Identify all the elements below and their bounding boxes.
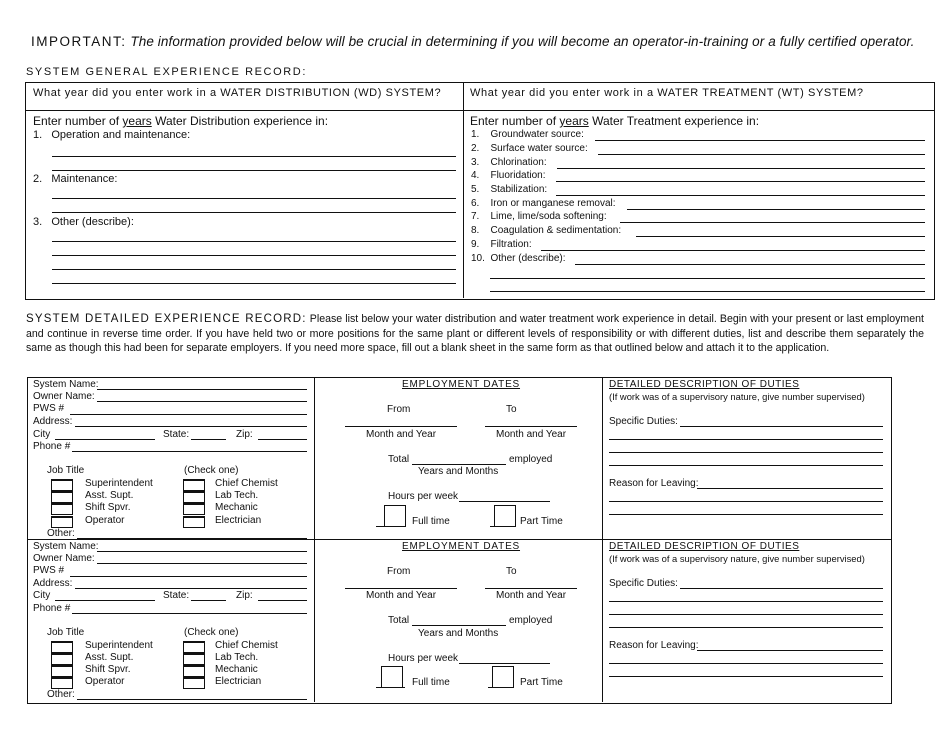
pws-label: PWS # [33, 565, 65, 576]
wt-line[interactable] [490, 291, 925, 292]
reason-line[interactable] [697, 650, 883, 651]
wt-enter-heading: Enter number of years Water Treatment experience in: [470, 114, 760, 128]
mechanic-checkbox[interactable] [183, 665, 205, 677]
wt-line[interactable] [541, 250, 925, 251]
total-line[interactable] [412, 625, 506, 626]
job-chief-chemist: Chief Chemist [215, 640, 278, 651]
job-mechanic: Mechanic [215, 502, 258, 513]
address-line[interactable] [75, 588, 307, 589]
wd-line[interactable] [52, 170, 456, 171]
system-name-line[interactable] [97, 389, 307, 390]
hours-label: Hours per week [388, 491, 459, 502]
wt-line[interactable] [620, 222, 925, 223]
specific-duties-line[interactable] [609, 465, 883, 466]
reason-label: Reason for Leaving: [609, 478, 699, 489]
electrician-checkbox[interactable] [183, 516, 205, 528]
wt-line[interactable] [595, 140, 925, 141]
superintendent-checkbox[interactable] [51, 479, 73, 491]
specific-duties-line[interactable] [680, 426, 883, 427]
total-line[interactable] [412, 464, 506, 465]
to-date-line[interactable] [485, 426, 577, 427]
job-chief-chemist: Chief Chemist [215, 478, 278, 489]
wd-line[interactable] [52, 255, 456, 256]
other-label: Other: [47, 689, 75, 700]
wd-line[interactable] [52, 241, 456, 242]
wt-item-8: 8. Coagulation & sedimentation: [471, 225, 622, 236]
hours-line[interactable] [459, 663, 550, 664]
mechanic-checkbox[interactable] [183, 503, 205, 515]
asst-supt-checkbox[interactable] [51, 491, 73, 503]
city-line[interactable] [55, 439, 155, 440]
owner-name-label: Owner Name: [33, 553, 95, 564]
wt-line[interactable] [636, 236, 925, 237]
job-superintendent: Superintendent [85, 478, 153, 489]
to-date-line[interactable] [485, 588, 577, 589]
wd-line[interactable] [52, 156, 456, 157]
address-line[interactable] [75, 426, 307, 427]
part-time-label: Part Time [520, 516, 563, 527]
state-label: State: [163, 590, 190, 601]
other-line[interactable] [77, 538, 307, 539]
system-name-label: System Name: [33, 379, 99, 390]
part-time-label: Part Time [520, 677, 563, 688]
operator-checkbox[interactable] [51, 516, 73, 528]
wd-item-3: 3. Other (describe): [33, 216, 134, 228]
wd-line[interactable] [52, 198, 456, 199]
job-title-label: Job Title [47, 465, 85, 476]
phone-label: Phone # [33, 603, 71, 614]
wt-item-5: 5. Stabilization: [471, 184, 548, 195]
employment-dates-heading: EMPLOYMENT DATES [402, 379, 521, 390]
zip-label: Zip: [236, 429, 253, 440]
check-one-label: (Check one) [184, 465, 239, 476]
years-months-label: Years and Months [418, 466, 499, 477]
duties-note: (If work was of a supervisory nature, give number supervised) [609, 391, 865, 402]
job-asst-supt: Asst. Supt. [85, 490, 134, 501]
chief-chemist-checkbox[interactable] [183, 479, 205, 491]
specific-duties-line[interactable] [609, 601, 883, 602]
wd-item-1: 1. Operation and maintenance: [33, 129, 191, 141]
general-divider-v [463, 83, 464, 298]
general-divider-h [26, 110, 934, 111]
wt-item-2: 2. Surface water source: [471, 143, 588, 154]
full-time-checkbox[interactable] [384, 505, 406, 527]
reason-label: Reason for Leaving: [609, 640, 699, 651]
wt-item-7: 7. Lime, lime/soda softening: [471, 211, 607, 222]
other-line[interactable] [77, 699, 307, 700]
to-label: To [506, 404, 517, 415]
zip-line[interactable] [258, 600, 307, 601]
duties-note: (If work was of a supervisory nature, give number supervised) [609, 553, 865, 564]
wt-item-9: 9. Filtration: [471, 239, 532, 250]
full-time-label: Full time [412, 516, 450, 527]
city-line[interactable] [55, 600, 155, 601]
employed-label: employed [509, 454, 553, 465]
system-name-label: System Name: [33, 541, 99, 552]
important-notice [31, 34, 915, 49]
wt-line[interactable] [557, 168, 925, 169]
wt-line[interactable] [627, 209, 925, 210]
from-label: From [387, 404, 411, 415]
detailed-lead: SYSTEM DETAILED EXPERIENCE RECORD: [26, 313, 307, 325]
wt-item-10: 10. Other (describe): [471, 253, 566, 264]
wt-line[interactable] [490, 278, 925, 279]
wd-line[interactable] [52, 212, 456, 213]
city-label: City [33, 590, 51, 601]
specific-duties-label: Specific Duties: [609, 416, 678, 427]
electrician-checkbox[interactable] [183, 677, 205, 689]
wt-item-6: 6. Iron or manganese removal: [471, 198, 616, 209]
record-divider-v [314, 378, 315, 702]
to-month-year: Month and Year [496, 429, 567, 440]
owner-name-line[interactable] [97, 563, 307, 564]
pws-label: PWS # [33, 403, 65, 414]
reason-line[interactable] [609, 514, 883, 515]
address-label: Address: [33, 578, 73, 589]
to-label: To [506, 566, 517, 577]
chief-chemist-checkbox[interactable] [183, 641, 205, 653]
job-electrician: Electrician [215, 676, 262, 687]
wd-item-2: 2. Maintenance: [33, 173, 118, 185]
important-text: The information provided below will be crucial in determining if you will become an operator-in-training or a fully certified operator. [130, 34, 915, 49]
job-lab-tech: Lab Tech. [215, 652, 259, 663]
years-months-label: Years and Months [418, 628, 499, 639]
record-divider-h [28, 539, 891, 540]
from-month-year: Month and Year [366, 429, 437, 440]
full-time-underline [376, 687, 405, 688]
operator-checkbox[interactable] [51, 677, 73, 689]
city-label: City [33, 429, 51, 440]
lab-tech-checkbox[interactable] [183, 491, 205, 503]
shift-spvr-checkbox[interactable] [51, 665, 73, 677]
job-operator: Operator [85, 515, 125, 526]
specific-duties-line[interactable] [609, 627, 883, 628]
wd-enter-heading: Enter number of years Water Distribution experience in: [33, 114, 329, 128]
hours-line[interactable] [459, 501, 550, 502]
hours-label: Hours per week [388, 653, 459, 664]
address-label: Address: [33, 416, 73, 427]
wt-line[interactable] [598, 154, 925, 155]
wt-line[interactable] [556, 181, 925, 182]
detailed-text: Please list below your water distribution and water treatment work experience in detail. Begin with your present or last employment and continue in reverse time order. If you have held two or more positions for the same plant or different levels of responsibility or with different duties, list and describe them separately the same as though this had been for separate employers. If you need more space, fill out a blank sheet in the same form as that outlined below and attach it to the application. [26, 313, 924, 354]
check-one-label: (Check one) [184, 627, 239, 638]
employment-dates-heading: EMPLOYMENT DATES [402, 541, 521, 552]
wd-year-question: What year did you enter work in a WATER DISTRIBUTION (WD) SYSTEM? [33, 87, 442, 99]
job-mechanic: Mechanic [215, 664, 258, 675]
from-date-line[interactable] [345, 426, 457, 427]
zip-line[interactable] [258, 439, 307, 440]
pws-line[interactable] [70, 576, 307, 577]
asst-supt-checkbox[interactable] [51, 653, 73, 665]
specific-duties-line[interactable] [609, 439, 883, 440]
state-line[interactable] [191, 600, 226, 601]
shift-spvr-checkbox[interactable] [51, 503, 73, 515]
owner-name-line[interactable] [97, 401, 307, 402]
zip-label: Zip: [236, 590, 253, 601]
total-label: Total [388, 454, 410, 465]
from-month-year: Month and Year [366, 590, 437, 601]
job-title-label: Job Title [47, 627, 85, 638]
important-lead: IMPORTANT: [31, 34, 127, 49]
part-time-checkbox[interactable] [494, 505, 516, 527]
wt-item-1: 1. Groundwater source: [471, 129, 584, 140]
job-lab-tech: Lab Tech. [215, 490, 259, 501]
duties-heading: DETAILED DESCRIPTION OF DUTIES [609, 541, 800, 552]
wt-item-3: 3. Chlorination: [471, 157, 547, 168]
duties-heading: DETAILED DESCRIPTION OF DUTIES [609, 379, 800, 390]
full-time-label: Full time [412, 677, 450, 688]
general-record-title: SYSTEM GENERAL EXPERIENCE RECORD: [26, 66, 307, 78]
employed-label: employed [509, 615, 553, 626]
to-month-year: Month and Year [496, 590, 567, 601]
phone-label: Phone # [33, 441, 71, 452]
job-shift-spvr: Shift Spvr. [85, 502, 131, 513]
job-superintendent: Superintendent [85, 640, 153, 651]
specific-duties-line[interactable] [680, 588, 883, 589]
job-electrician: Electrician [215, 515, 262, 526]
job-asst-supt: Asst. Supt. [85, 652, 134, 663]
lab-tech-checkbox[interactable] [183, 653, 205, 665]
state-label: State: [163, 429, 190, 440]
reason-line[interactable] [697, 488, 883, 489]
part-time-checkbox[interactable] [492, 666, 514, 688]
from-date-line[interactable] [345, 588, 457, 589]
owner-name-label: Owner Name: [33, 391, 95, 402]
system-name-line[interactable] [97, 551, 307, 552]
wt-line[interactable] [575, 264, 925, 265]
phone-line[interactable] [72, 613, 307, 614]
wt-year-question: What year did you enter work in a WATER TREATMENT (WT) SYSTEM? [470, 87, 864, 99]
reason-line[interactable] [609, 676, 883, 677]
full-time-underline [376, 526, 405, 527]
job-operator: Operator [85, 676, 125, 687]
part-time-underline [490, 526, 516, 527]
reason-line[interactable] [609, 663, 883, 664]
from-label: From [387, 566, 411, 577]
wd-line[interactable] [52, 269, 456, 270]
superintendent-checkbox[interactable] [51, 641, 73, 653]
wd-line[interactable] [52, 283, 456, 284]
detailed-instructions [26, 312, 924, 356]
state-line[interactable] [191, 439, 226, 440]
full-time-checkbox[interactable] [381, 666, 403, 688]
other-label: Other: [47, 528, 75, 539]
specific-duties-line[interactable] [609, 452, 883, 453]
phone-line[interactable] [72, 451, 307, 452]
wt-line[interactable] [556, 195, 925, 196]
pws-line[interactable] [70, 414, 307, 415]
specific-duties-line[interactable] [609, 614, 883, 615]
part-time-underline [488, 687, 514, 688]
wt-item-4: 4. Fluoridation: [471, 170, 546, 181]
job-shift-spvr: Shift Spvr. [85, 664, 131, 675]
reason-line[interactable] [609, 501, 883, 502]
record-divider-v [602, 378, 603, 702]
specific-duties-label: Specific Duties: [609, 578, 678, 589]
total-label: Total [388, 615, 410, 626]
